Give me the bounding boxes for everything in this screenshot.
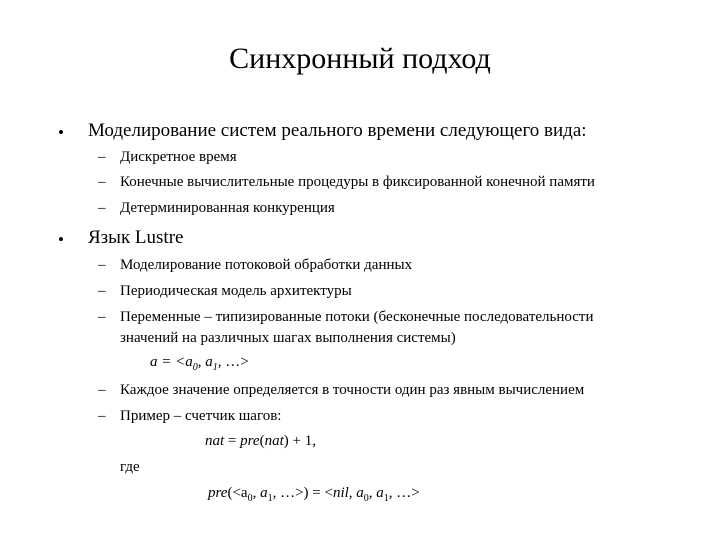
counter-formula: nat = pre(nat) + 1,: [205, 433, 316, 449]
list-item: Дискретное время: [120, 149, 237, 165]
dash-icon: –: [98, 382, 106, 398]
list-item: Моделирование потоковой обработки данных: [120, 257, 413, 273]
list-item: Переменные – типизированные потоки (бесконечные последовательности: [120, 309, 594, 325]
stream-formula: $a = <a_0$, $a_1$, …>: [150, 354, 249, 373]
bullet-text-lustre: Язык Lustre: [88, 227, 184, 248]
list-item-continuation: значений на различных шагах выполнения системы): [120, 330, 456, 346]
dash-icon: –: [98, 283, 106, 299]
bullet-icon: •: [58, 123, 64, 142]
dash-icon: –: [98, 149, 106, 165]
dash-icon: –: [98, 408, 106, 424]
list-item: Каждое значение определяется в точности один раз явным вычислением: [120, 382, 585, 398]
slide-title: Синхронный подход: [229, 42, 491, 75]
list-item: Детерминированная конкуренция: [120, 200, 335, 216]
dash-icon: –: [98, 174, 106, 190]
dash-icon: –: [98, 257, 106, 273]
bullet-icon: •: [58, 230, 64, 249]
pre-formula: $pre(<a_0$, $a_1$, …>) = <nil, $a_0$, $a_1$, …>: [208, 485, 420, 504]
list-item: Периодическая модель архитектуры: [120, 283, 352, 299]
list-item: Пример – счетчик шагов:: [120, 408, 282, 424]
bullet-text-modeling: Моделирование систем реального времени следующего вида:: [88, 120, 587, 141]
dash-icon: –: [98, 200, 106, 216]
dash-icon: –: [98, 309, 106, 325]
list-item: Конечные вычислительные процедуры в фиксированной конечной памяти: [120, 174, 595, 190]
where-label: где: [120, 459, 140, 475]
